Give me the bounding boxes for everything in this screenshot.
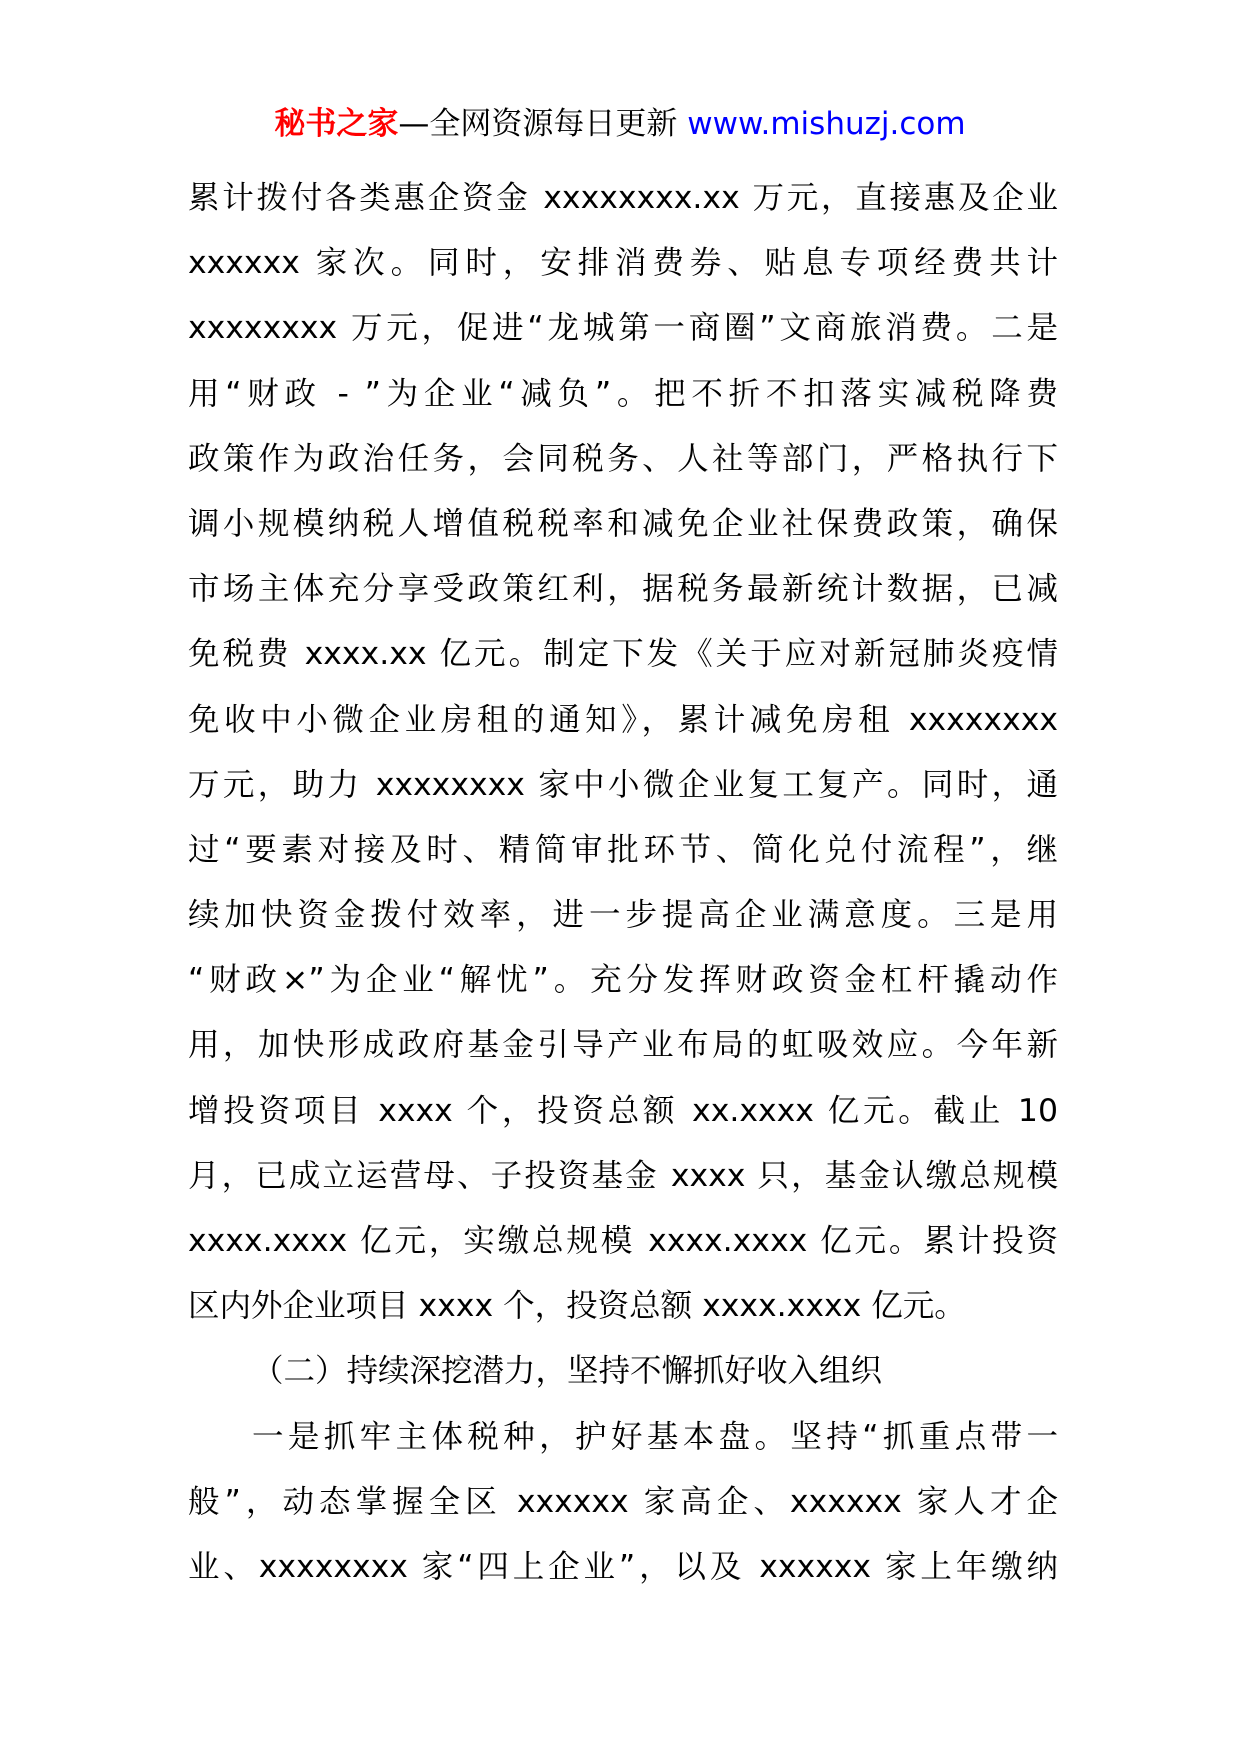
header-brand: 秘书之家 — [274, 106, 399, 142]
text-line: 增投资项目 xxxx 个，投资总额 xx.xxxx 亿元。截止 10 — [188, 1092, 1058, 1129]
text-line: xxxxxx 家次。同时，安排消费券、贴息专项经费共计 — [188, 245, 1058, 282]
header-slogan: —全网资源每日更新 — [398, 106, 678, 142]
text-line: 般”，动态掌握全区 xxxxxx 家高企、xxxxxx 家人才企 — [188, 1483, 1058, 1520]
text-line: 用“财政 - ”为企业“减负”。把不折不扣落实减税降费 — [188, 375, 1058, 412]
text-line: 续加快资金拨付效率，进一步提高企业满意度。三是用 — [188, 897, 1058, 934]
text-line: xxxxxxxx 万元，促进“龙城第一商圈”文商旅消费。二是 — [188, 310, 1058, 347]
document-body — [188, 166, 1058, 1600]
page-header — [0, 100, 1240, 148]
text-line: 累计拨付各类惠企资金 xxxxxxxx.xx 万元，直接惠及企业 — [188, 180, 1058, 216]
header-url-link[interactable]: www.mishuzj.com — [687, 106, 966, 142]
text-line: 月，已成立运营母、子投资基金 xxxx 只，基金认缴总规模 — [188, 1157, 1058, 1194]
section-heading: （二）持续深挖潜力，坚持不懈抓好收入组织 — [252, 1353, 883, 1390]
text-line: 过“要素对接及时、精简审批环节、简化兑付流程”，继 — [188, 831, 1058, 868]
text-line: 万元，助力 xxxxxxxx 家中小微企业复工复产。同时，通 — [188, 766, 1058, 803]
text-line: 业、xxxxxxxx 家“四上企业”，以及 xxxxxx 家上年缴纳 — [188, 1548, 1058, 1585]
text-line: 免收中小微企业房租的通知》，累计减免房租 xxxxxxxx — [188, 701, 1058, 738]
text-line: xxxx.xxxx 亿元，实缴总规模 xxxx.xxxx 亿元。累计投资 — [188, 1223, 1058, 1259]
text-line: 免税费 xxxx.xx 亿元。制定下发《关于应对新冠肺炎疫情 — [188, 636, 1058, 673]
text-line: “财政×”为企业“解忧”。充分发挥财政资金杠杆撬动作 — [188, 962, 1058, 999]
text-line: 政策作为政治任务，会同税务、人社等部门，严格执行下 — [188, 440, 1058, 477]
text-line: 区内外企业项目 xxxx 个，投资总额 xxxx.xxxx 亿元。 — [188, 1288, 966, 1325]
text-line: 调小规模纳税人增值税税率和减免企业社保费政策，确保 — [188, 505, 1058, 542]
text-line: 用，加快形成政府基金引导产业布局的虹吸效应。今年新 — [188, 1027, 1058, 1064]
text-line: 市场主体充分享受政策红利，据税务最新统计数据，已减 — [188, 571, 1058, 608]
text-line: 一是抓牢主体税种，护好基本盘。坚持“抓重点带一 — [252, 1418, 1058, 1455]
